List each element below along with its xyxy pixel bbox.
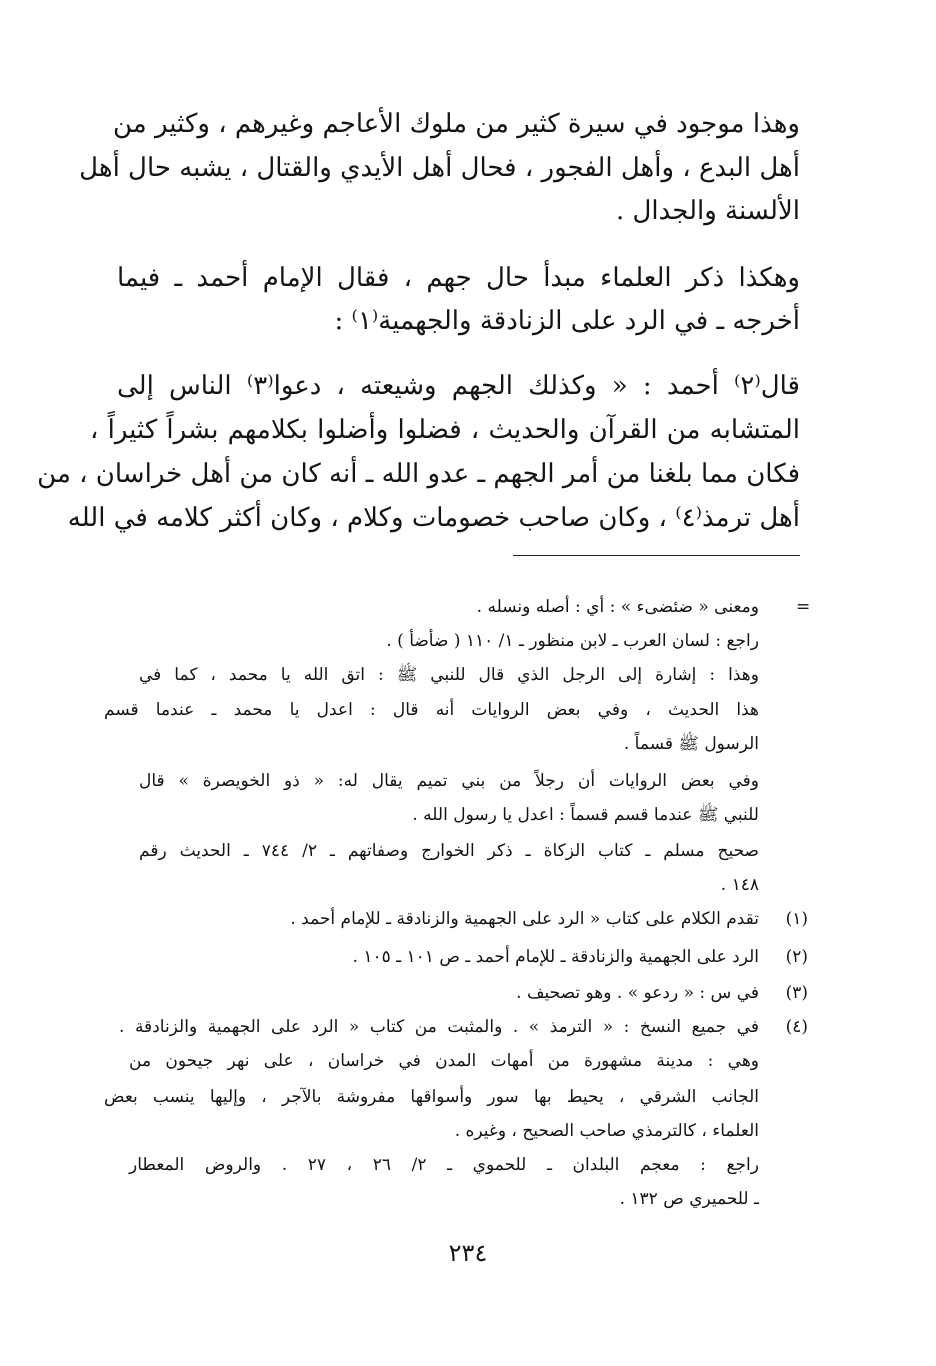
paragraph-1-line: أهل البدع ، وأهل الفجور ، فحال أهل الأيدي والقتال ، يشبه حال أهل xyxy=(79,153,800,183)
paragraph-3-line: قال⁽٢⁾ أحمد : « وكذلك الجهم وشيعته ، دعوا⁽٣⁾ الناس إلى xyxy=(117,371,800,401)
paragraph-3-line: فكان مما بلغنا من أمر الجهم ـ عدو الله ـ أنه كان من أهل خراسان ، من xyxy=(37,459,800,489)
footnote-line: راجع : لسان العرب ـ لابن منظور ـ ١/ ١١٠ ( ضأضأ ) . xyxy=(386,631,759,651)
footnote-line: ـ للحميري ص ١٣٢ . xyxy=(619,1189,759,1209)
footnote-line: وهي : مدينة مشهورة من أمهات المدن في خراسان ، على نهر جيحون من xyxy=(129,1051,759,1071)
footnote-line: الجانب الشرقي ، يحيط بها سور وأسواقها مفروشة بالآجر ، وإليها ينسب بعض xyxy=(104,1087,759,1107)
continuation-marker: = xyxy=(796,597,811,617)
footnote-line: في جميع النسخ : « الترمذ » . والمثبت من كتاب « الرد على الجهمية والزنادقة . xyxy=(119,1017,759,1037)
footnote-line: هذا الحديث ، وفي بعض الروايات أنه قال : اعدل يا محمد ـ عندما قسم xyxy=(104,700,759,720)
footnote-line: الرسول ﷺ قسماً . xyxy=(623,734,759,754)
footnote-line: صحيح مسلم ـ كتاب الزكاة ـ ذكر الخوارج وصفاتهم ـ ٢/ ٧٤٤ ـ الحديث رقم xyxy=(139,841,759,861)
footnote-line: راجع : معجم البلدان ـ للحموي ـ ٢/ ٢٦ ، ٢٧ . والروض المعطار xyxy=(129,1155,759,1175)
footnote-line: الرد على الجهمية والزنادقة ـ للإمام أحمد ـ ص ١٠١ ـ ١٠٥ . xyxy=(352,947,759,967)
footnote-line: وهذا : إشارة إلى الرجل الذي قال للنبي ﷺ : اتق الله يا محمد ، كما في xyxy=(139,665,759,685)
footnote-number: (١) xyxy=(785,909,808,929)
footnote-line: في س : « ردعو » . وهو تصحيف . xyxy=(516,983,759,1003)
paragraph-1-line: الألسنة والجدال . xyxy=(616,196,800,226)
footnote-line: ١٤٨ . xyxy=(720,875,759,895)
footnote-line: ومعنى « ضئضىء » : أي : أصله ونسله . xyxy=(476,597,759,617)
footnote-line: وفي بعض الروايات أن رجلاً من بني تميم يقال له: « ذو الخويصرة » قال xyxy=(139,771,759,791)
footnote-number: (٢) xyxy=(785,947,808,967)
paragraph-1-line: وهذا موجود في سيرة كثير من ملوك الأعاجم وغيرهم ، وكثير من xyxy=(112,109,800,139)
paragraph-3-line: أهل ترمذ⁽٤⁾ ، وكان صاحب خصومات وكلام ، وكان أكثر كلامه في الله xyxy=(67,503,800,533)
paragraph-3-line: المتشابه من القرآن والحديث ، فضلوا وأضلوا بكلامهم بشراً كثيراً ، xyxy=(90,415,800,445)
footnote-line: للنبي ﷺ عندما قسم قسماً : اعدل يا رسول الله . xyxy=(412,805,759,825)
footnote-line: تقدم الكلام على كتاب « الرد على الجهمية والزنادقة ـ للإمام أحمد . xyxy=(290,909,759,929)
footnote-separator xyxy=(513,555,800,556)
footnote-line: العلماء ، كالترمذي صاحب الصحيح ، وغيره . xyxy=(454,1121,759,1141)
paragraph-2-line: أخرجه ـ في الرد على الزنادقة والجهمية⁽١⁾ : xyxy=(334,306,800,336)
paragraph-2-line: وهكذا ذكر العلماء مبدأ حال جهم ، فقال الإمام أحمد ـ فيما xyxy=(117,263,800,293)
footnote-number: (٤) xyxy=(785,1017,808,1037)
page-number: ٢٣٤ xyxy=(448,1239,488,1267)
footnote-number: (٣) xyxy=(785,983,808,1003)
